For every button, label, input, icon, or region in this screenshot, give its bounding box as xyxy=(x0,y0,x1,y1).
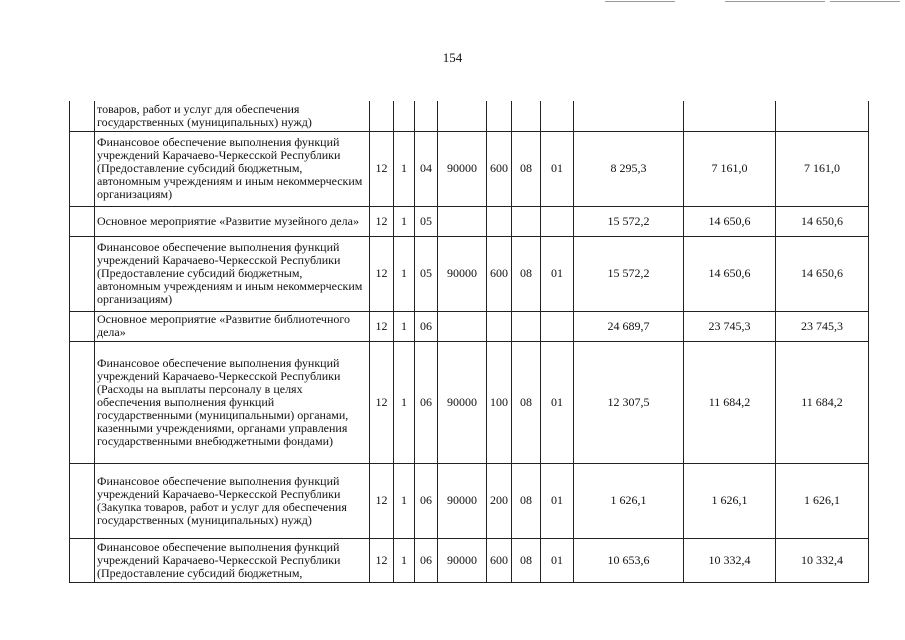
subsection-code: 01 xyxy=(541,131,574,206)
amount-year-2 xyxy=(684,101,776,131)
amount-year-3: 14 650,6 xyxy=(776,236,869,311)
amount-year-3 xyxy=(776,101,869,131)
row-spacer-cell xyxy=(70,101,95,131)
subprogram-code xyxy=(394,101,415,131)
page-number: 154 xyxy=(442,50,463,65)
program-code: 12 xyxy=(370,131,394,206)
amount-year-2: 1 626,1 xyxy=(684,463,776,538)
amount-year-1: 1 626,1 xyxy=(574,463,684,538)
row-name: Финансовое обеспечение выполнения функций учреждений Карачаево-Черкесской Республики (Предоставление субсидий бюджетным, автономным учреждениям и иным некоммерческим организациям) xyxy=(95,236,370,311)
row-spacer-cell xyxy=(70,463,95,538)
subsection-code: 01 xyxy=(541,463,574,538)
section-code xyxy=(512,311,541,341)
expense-type-code: 100 xyxy=(487,341,512,463)
amount-year-2: 14 650,6 xyxy=(684,206,776,236)
direction-code: 90000 xyxy=(438,131,487,206)
amount-year-2: 7 161,0 xyxy=(684,131,776,206)
direction-code: 90000 xyxy=(438,236,487,311)
row-name: товаров, работ и услуг для обеспечения государственных (муниципальных) нужд) xyxy=(95,101,370,131)
section-code: 08 xyxy=(512,236,541,311)
amount-year-2: 11 684,2 xyxy=(684,341,776,463)
main-activity-code: 05 xyxy=(415,206,438,236)
subsection-code xyxy=(541,206,574,236)
program-code: 12 xyxy=(370,311,394,341)
main-activity-code: 06 xyxy=(415,463,438,538)
amount-year-3: 7 161,0 xyxy=(776,131,869,206)
scan-artifact-lines xyxy=(585,0,905,6)
program-code: 12 xyxy=(370,206,394,236)
amount-year-1: 24 689,7 xyxy=(574,311,684,341)
section-code: 08 xyxy=(512,131,541,206)
amount-year-1 xyxy=(574,101,684,131)
direction-code xyxy=(438,311,487,341)
row-spacer-cell xyxy=(70,538,95,582)
program-code: 12 xyxy=(370,538,394,582)
table-row xyxy=(70,311,869,341)
main-activity-code: 06 xyxy=(415,341,438,463)
direction-code: 90000 xyxy=(438,463,487,538)
row-spacer-cell xyxy=(70,236,95,311)
section-code xyxy=(512,206,541,236)
subprogram-code: 1 xyxy=(394,236,415,311)
expense-type-code xyxy=(487,311,512,341)
subprogram-code: 1 xyxy=(394,463,415,538)
table-row xyxy=(70,236,869,311)
section-code xyxy=(512,101,541,131)
amount-year-3: 23 745,3 xyxy=(776,311,869,341)
budget-table xyxy=(69,101,869,583)
direction-code: 90000 xyxy=(438,341,487,463)
amount-year-1: 10 653,6 xyxy=(574,538,684,582)
row-name: Финансовое обеспечение выполнения функций учреждений Карачаево-Черкесской Республики (Расходы на выплаты персоналу в целях обеспечения выполнения функций государственными (муниципальными) органами, казенными учреждениями, органами управления государственными внебюджетными фондами) xyxy=(95,341,370,463)
section-code: 08 xyxy=(512,341,541,463)
table-row xyxy=(70,538,869,582)
table-row xyxy=(70,341,869,463)
amount-year-3: 10 332,4 xyxy=(776,538,869,582)
direction-code xyxy=(438,101,487,131)
table-row xyxy=(70,206,869,236)
expense-type-code: 600 xyxy=(487,236,512,311)
main-activity-code: 04 xyxy=(415,131,438,206)
subprogram-code: 1 xyxy=(394,206,415,236)
amount-year-1: 8 295,3 xyxy=(574,131,684,206)
subsection-code: 01 xyxy=(541,538,574,582)
main-activity-code: 06 xyxy=(415,311,438,341)
program-code: 12 xyxy=(370,341,394,463)
row-name: Основное мероприятие «Развитие музейного дела» xyxy=(95,206,370,236)
expense-type-code: 200 xyxy=(487,463,512,538)
subsection-code: 01 xyxy=(541,236,574,311)
subprogram-code: 1 xyxy=(394,311,415,341)
program-code: 12 xyxy=(370,236,394,311)
row-spacer-cell xyxy=(70,206,95,236)
amount-year-2: 10 332,4 xyxy=(684,538,776,582)
section-code: 08 xyxy=(512,463,541,538)
amount-year-3: 14 650,6 xyxy=(776,206,869,236)
table-row xyxy=(70,101,869,131)
subsection-code xyxy=(541,101,574,131)
row-spacer-cell xyxy=(70,311,95,341)
amount-year-1: 15 572,2 xyxy=(574,206,684,236)
table-row xyxy=(70,131,869,206)
row-name: Финансовое обеспечение выполнения функций учреждений Карачаево-Черкесской Республики (Предоставление субсидий бюджетным, xyxy=(95,538,370,582)
row-name: Финансовое обеспечение выполнения функций учреждений Карачаево-Черкесской Республики (Закупка товаров, работ и услуг для обеспечения государственных (муниципальных) нужд) xyxy=(95,463,370,538)
row-name: Основное мероприятие «Развитие библиотечного дела» xyxy=(95,311,370,341)
subprogram-code: 1 xyxy=(394,341,415,463)
main-activity-code: 05 xyxy=(415,236,438,311)
row-spacer-cell xyxy=(70,341,95,463)
amount-year-1: 15 572,2 xyxy=(574,236,684,311)
subsection-code: 01 xyxy=(541,341,574,463)
direction-code xyxy=(438,206,487,236)
program-code xyxy=(370,101,394,131)
expense-type-code xyxy=(487,101,512,131)
amount-year-3: 1 626,1 xyxy=(776,463,869,538)
amount-year-3: 11 684,2 xyxy=(776,341,869,463)
expense-type-code xyxy=(487,206,512,236)
main-activity-code xyxy=(415,101,438,131)
expense-type-code: 600 xyxy=(487,131,512,206)
expense-type-code: 600 xyxy=(487,538,512,582)
amount-year-2: 14 650,6 xyxy=(684,236,776,311)
subsection-code xyxy=(541,311,574,341)
direction-code: 90000 xyxy=(438,538,487,582)
table-row xyxy=(70,463,869,538)
row-spacer-cell xyxy=(70,131,95,206)
section-code: 08 xyxy=(512,538,541,582)
program-code: 12 xyxy=(370,463,394,538)
amount-year-2: 23 745,3 xyxy=(684,311,776,341)
subprogram-code: 1 xyxy=(394,131,415,206)
row-name: Финансовое обеспечение выполнения функций учреждений Карачаево-Черкесской Республики (Предоставление субсидий бюджетным, автономным учреждениям и иным некоммерческим организациям) xyxy=(95,131,370,206)
subprogram-code: 1 xyxy=(394,538,415,582)
amount-year-1: 12 307,5 xyxy=(574,341,684,463)
main-activity-code: 06 xyxy=(415,538,438,582)
